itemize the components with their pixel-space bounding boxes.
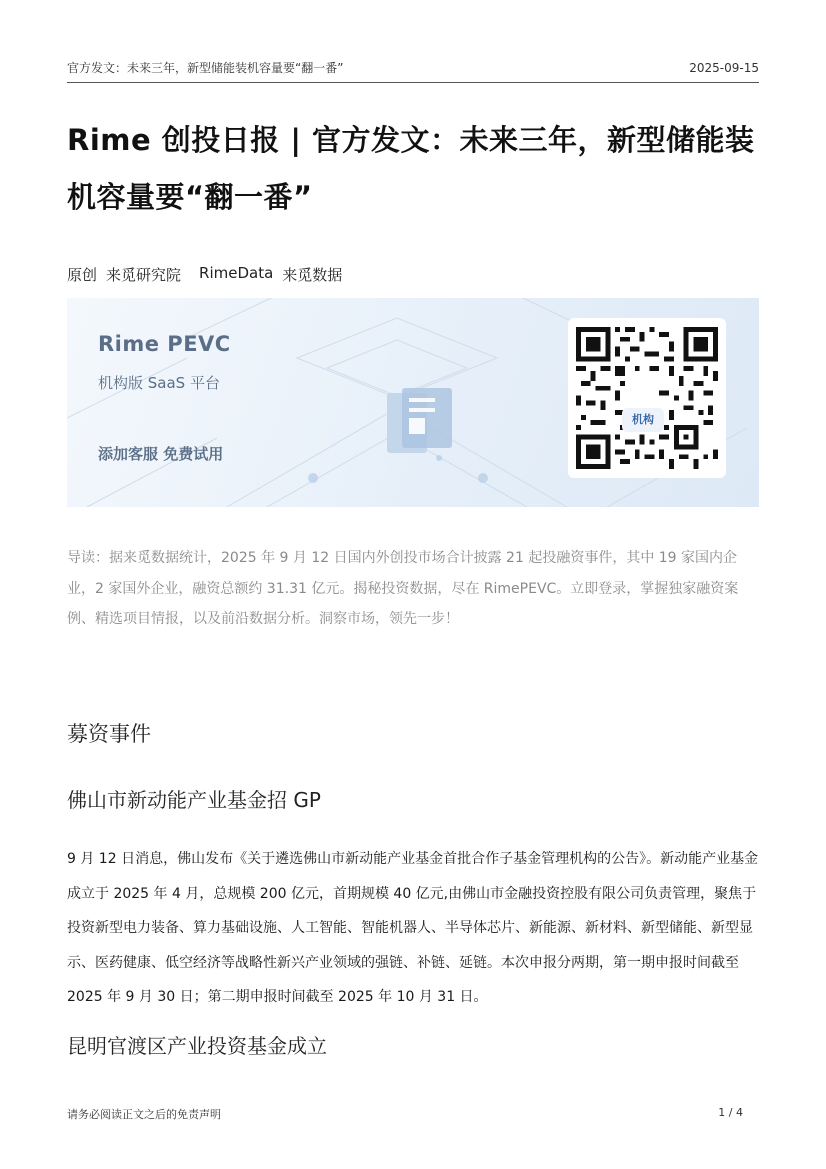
qr-code-icon (576, 327, 718, 469)
banner-cta[interactable]: 添加客服 免费试用 (98, 445, 224, 463)
byline (67, 264, 342, 285)
article-title: Rime 创投日报 | 官方发文：未来三年，新型储能装机容量要“翻一番” (67, 123, 755, 214)
promo-banner[interactable] (67, 298, 759, 507)
running-footer (67, 1106, 743, 1122)
subheading-foshan-fund: 佛山市新动能产业基金招 GP (67, 788, 321, 812)
byline-author[interactable]: 来觅研究院 (106, 266, 182, 284)
page-number (718, 1106, 743, 1122)
byline-tag: 原创 (67, 266, 98, 284)
section-heading-fundraising: 募资事件 (67, 722, 151, 746)
running-header-title: 官方发文：未来三年，新型储能装机容量要“翻一番” (67, 61, 344, 75)
byline-source-en[interactable]: RimeData (199, 264, 274, 282)
running-header (67, 58, 759, 83)
subheading-kunming-fund: 昆明官渡区产业投资基金成立 (67, 1034, 327, 1058)
footer-disclaimer: 请务必阅读正文之后的免责声明 (67, 1108, 221, 1121)
foshan-fund-paragraph: 9 月 12 日消息，佛山发布《关于遴选佛山市新动能产业基金首批合作子基金管理机构的公告》。新动能产业基金成立于 2025 年 4 月，总规模 200 亿元，首期规模 40 亿元,由佛山市金融投资控股有限公司负责管理，聚焦于投资新型电力装备、算力基础设施、人工智能、智能机器人、半导体芯片、新能源、新材料、新型储能、新型显示、医药健康、低空经济等战略性新兴产业领域的强链、补链、延链。本次申报分两期，第一期申报时间截至 2025 年 9 月 30 日；第二期申报时间截至 2025 年 10 月 31 日。 (67, 851, 759, 1005)
page-total: 4 (736, 1106, 743, 1119)
intro-paragraph: 导读：据来觅数据统计，2025 年 9 月 12 日国内外创投市场合计披露 21 起投融资事件，其中 19 家国内企业，2 家国外企业，融资总额约 31.31 亿元。揭秘投资数据，尽在 RimePEVC。立即登录，掌握独家融资案例、精选项目情报，以及前沿数据分析。洞察市场，领先一步！ (67, 550, 739, 627)
banner-subtitle: 机构版 SaaS 平台 (98, 374, 220, 392)
qr-code-card[interactable] (568, 318, 726, 478)
byline-source-cn[interactable]: 来觅数据 (282, 266, 343, 284)
qr-center-label: 机构 (622, 408, 664, 432)
page-current: 1 (718, 1106, 726, 1119)
page-separator: / (728, 1106, 733, 1119)
banner-brand: Rime PEVC (98, 332, 231, 356)
running-header-date: 2025-09-15 (689, 61, 759, 75)
